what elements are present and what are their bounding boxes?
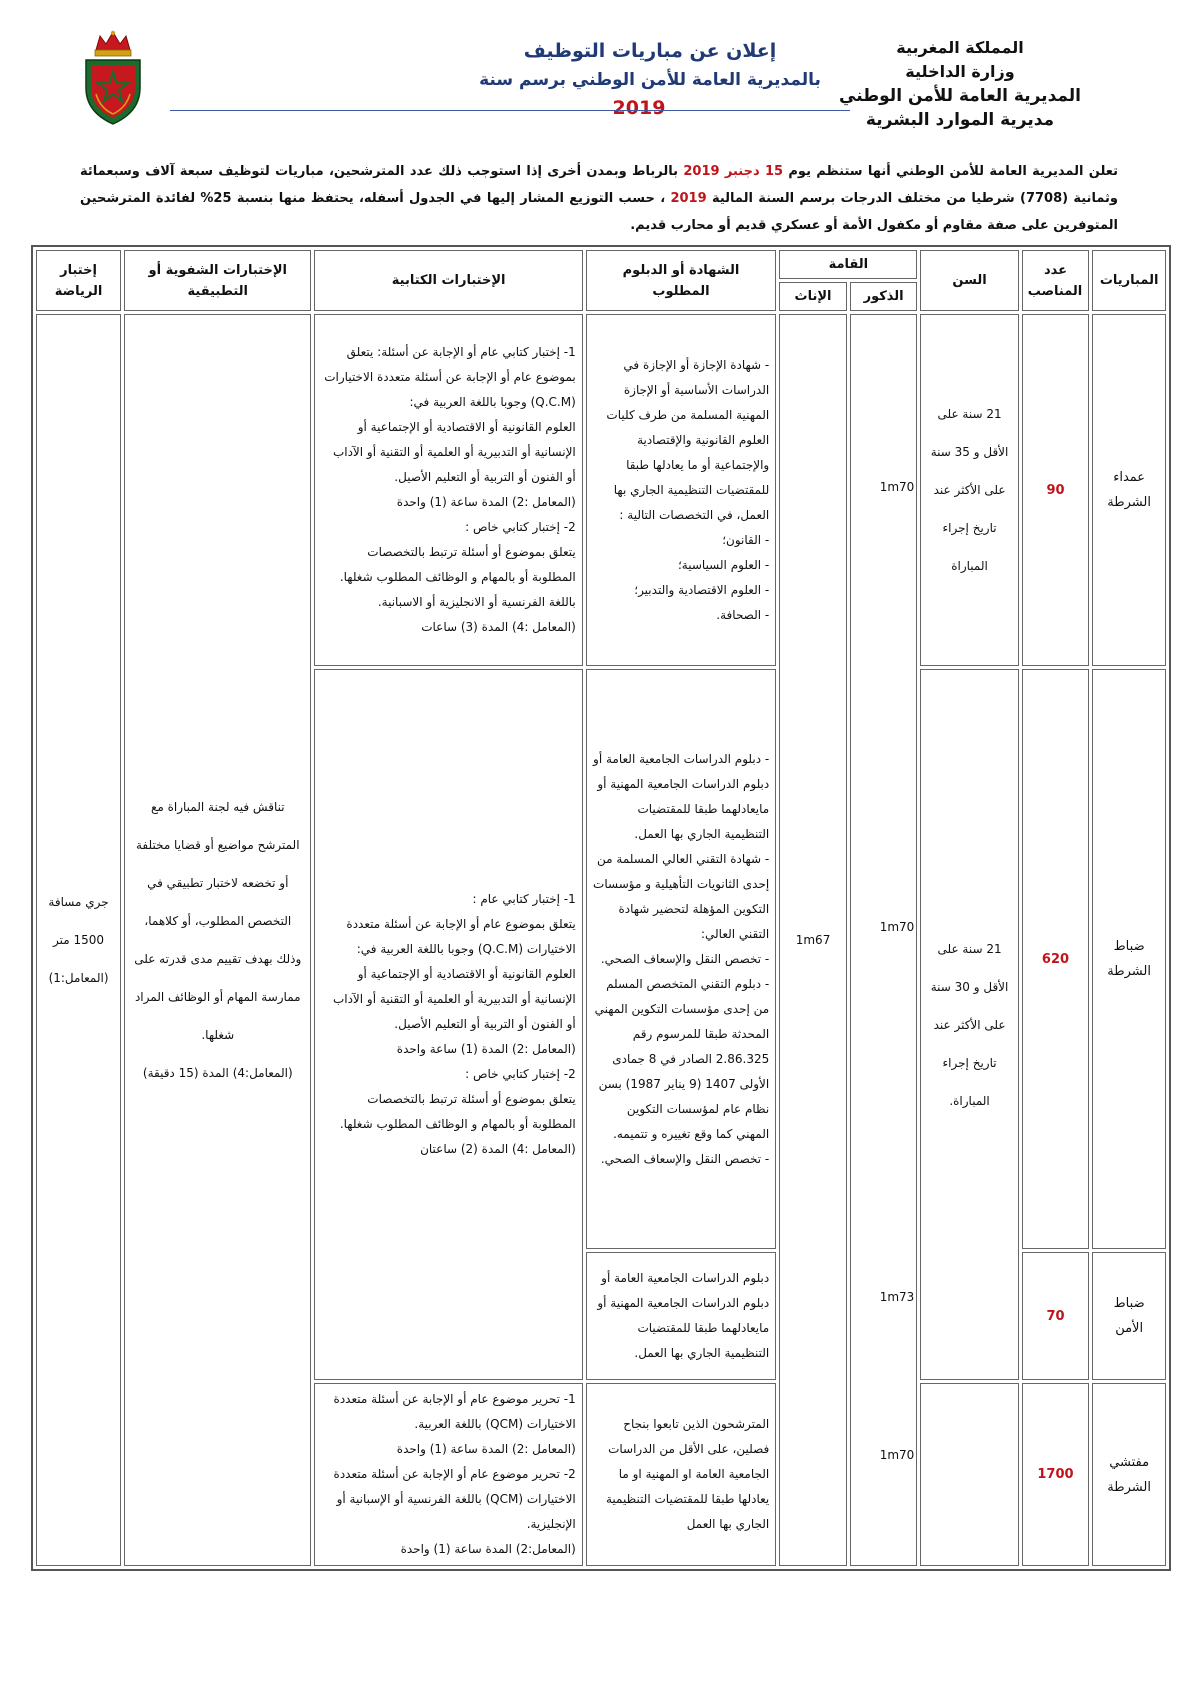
diploma-line: المترشحون الذين تابعوا بنجاح فصلين، على الأقل من الدراسات الجامعية العامة او المهنية او ما يعادلها طبقا للمقتضيات التنظيمية الجاري بها العمل xyxy=(605,1417,770,1531)
cell-competition: مفتشي الشرطة xyxy=(1092,1383,1166,1566)
written-line: العلوم القانونية أو الاقتصادية أو الإجتماعية أو الإنسانية أو التدبيرية أو العلمية أو التقنية أو الآداب أو الفنون أو التربية أو التعليم الأصيل. xyxy=(332,420,576,484)
male-height-row-2: 1m70 xyxy=(879,920,915,934)
diploma-line: - القانون؛ xyxy=(722,532,770,547)
cell-positions: 620 xyxy=(1022,669,1090,1249)
intro-part-2: بالرباط وبمدن أخرى إذا استوجب ذلك عدد المترشحين، مباريات لتوظيف سبعة آلاف وسبعمائة وثمانية (7708) شرطيا من مختلف الدرجات برسم السنة المالية xyxy=(80,164,1118,206)
cell-sport xyxy=(36,314,121,1566)
cell-positions: 90 xyxy=(1022,314,1090,666)
oral-description: تناقش فيه لجنة المباراة مع المترشح مواضيع أو قضايا مختلفة أو تخضعه لاختبار تطبيقي في التخصص المطلوب، أو كلاهما، وذلك بهدف تقييم مدى قدرته على ممارسة المهام أو الوظائف المراد شغلها. xyxy=(134,800,302,1042)
intro-year: 2019 xyxy=(670,191,707,206)
written-line: يتعلق بموضوع عام أو الإجابة عن أسئلة متعددة الاختيارات (Q.C.M) وجوبا باللغة العربية في: xyxy=(346,917,576,956)
written-line: (المعامل :2) المدة (1) ساعة واحدة xyxy=(396,1042,576,1056)
intro-part-3: ، حسب التوزيع المشار إليها في الجدول أسفله، يحتفظ منها بنسبة 25% لفائدة المترشحين المتوفرين على صفة مقاوم أو مكفول الأمة أو عسكري قديم أو محارب قديم. xyxy=(80,191,1118,233)
diploma-line: - شهادة التقني العالي المسلمة من إحدى الثانويات التأهيلية و مؤسسات التكوين المؤهلة لتحضير شهادة التقني العالي: xyxy=(593,851,770,941)
written-line: (المعامل :2) المدة ساعة (1) واحدة xyxy=(396,495,576,509)
written-line: 2- إختبار كتابي خاص : xyxy=(465,520,576,534)
header-sport: إختبار الرياضة xyxy=(36,250,121,311)
written-line: (المعامل :2) المدة ساعة (1) واحدة xyxy=(396,1442,576,1456)
org-line-ministry: وزارة الداخلية xyxy=(905,62,1015,81)
header-age: السن xyxy=(920,250,1018,311)
diploma-line: - الصحافة. xyxy=(716,607,770,622)
cell-competition: ضباط الأمن xyxy=(1092,1252,1166,1380)
male-height-row-1: 1m70 xyxy=(879,480,915,494)
police-emblem-icon xyxy=(82,28,144,126)
cell-written xyxy=(314,1383,582,1566)
cell-written xyxy=(314,314,582,666)
cell-age: 21 سنة على الأقل و 30 سنة على الأكثر عند تاريخ إجراء المباراة. xyxy=(920,669,1018,1380)
cell-diploma xyxy=(586,1252,776,1380)
cell-competition: عمداء الشرطة xyxy=(1092,314,1166,666)
written-line: (المعامل:2) المدة ساعة (1) واحدة xyxy=(400,1542,576,1556)
diploma-line: - دبلوم التقني المتخصص المسلم من إحدى مؤسسات التكوين المهني المحدثة طبقا للمرسوم رقم 2.86.325 الصادر في 8 جمادى الأولى 1407 (9 يناير 1987) بسن نظام عام لمؤسسات التكوين المهني كما وقع تغييره و تتميمه. xyxy=(594,976,770,1141)
cell-height-male-col xyxy=(850,314,918,1566)
cell-positions: 70 xyxy=(1022,1252,1090,1380)
title-underline xyxy=(170,110,850,111)
oral-coefficient: (المعامل:4) المدة (15 دقيقة) xyxy=(142,1066,293,1080)
title-line-2-text: بالمديرية العامة للأمن الوطني برسم سنة xyxy=(479,70,821,90)
diploma-line: دبلوم الدراسات الجامعية العامة أو دبلوم الدراسات الجامعية المهنية أو مايعادلهما طبقا للمقتضيات التنظيمية الجاري بها العمل. xyxy=(597,1271,770,1360)
cell-written xyxy=(314,669,582,1380)
diploma-line: - تخصص النقل والإسعاف الصحي. xyxy=(600,951,770,966)
cell-positions: 1700 xyxy=(1022,1383,1090,1566)
intro-paragraph xyxy=(80,158,1118,239)
written-line: 1- إختبار كتابي عام : xyxy=(472,892,576,906)
diploma-line: - العلوم الاقتصادية والتدبير؛ xyxy=(634,582,770,597)
diploma-line: - تخصص النقل والإسعاف الصحي. xyxy=(600,1151,770,1166)
written-line: (المعامل :4) المدة (2) ساعتان xyxy=(420,1142,576,1156)
header-oral: الإختبارات الشفوية أو التطبيقية xyxy=(124,250,311,311)
diploma-line: - شهادة الإجازة أو الإجازة في الدراسات الأساسية أو الإجازة المهنية المسلمة من طرف كليات العلوم القانونية والإقتصادية والإجتماعية أو ما يعادلها طبقا للمقتضيات التنظيمية الجاري بها العمل، في التخصصات التالية : xyxy=(606,357,770,522)
written-line: 2- تحرير موضوع عام أو الإجابة عن أسئلة متعددة الاختيارات (QCM) باللغة الفرنسية أو الإسبانية أو الإنجليزية. xyxy=(333,1467,576,1531)
cell-competition: ضباط الشرطة xyxy=(1092,669,1166,1249)
competitions-table-wrapper xyxy=(31,245,1171,1571)
cell-diploma xyxy=(586,314,776,666)
intro-date: 15 دجنبر 2019 xyxy=(683,164,784,179)
table-row-commissioners xyxy=(36,314,1166,666)
header-male: الذكور xyxy=(850,282,918,311)
header-competition: المباريات xyxy=(1092,250,1166,311)
cell-height-female: 1m67 xyxy=(779,314,847,1566)
written-line: العلوم القانونية أو الاقتصادية أو الإجتماعية أو الإنسانية أو التدبيرية أو العلمية أو التقنية أو الآداب أو الفنون أو التربية أو التعليم الأصيل. xyxy=(332,967,576,1031)
title-line-2 xyxy=(460,66,840,123)
written-line: يتعلق بموضوع أو أسئلة ترتبط بالتخصصات المطلوبة أو بالمهام و الوظائف المطلوب شغلها. باللغة الفرنسية أو الانجليزية أو الاسبانية. xyxy=(339,545,576,609)
male-height-row-4: 1m70 xyxy=(879,1448,915,1462)
intro-part-1: تعلن المديرية العامة للأمن الوطني أنها ستنظم يوم xyxy=(788,164,1118,179)
header-female: الإناث xyxy=(779,282,847,311)
cell-diploma xyxy=(586,1383,776,1566)
table-header-row xyxy=(36,250,1166,279)
written-line: 1- تحرير موضوع عام أو الإجابة عن أسئلة متعددة الاختيارات (QCM) باللغة العربية. xyxy=(333,1392,576,1431)
header-written: الإختبارات الكتابية xyxy=(314,250,582,311)
cell-age-empty xyxy=(920,1383,1018,1566)
sport-coefficient: (المعامل:1) xyxy=(48,971,109,985)
organization-block xyxy=(830,36,1090,132)
diploma-line: - دبلوم الدراسات الجامعية العامة أو دبلوم الدراسات الجامعية المهنية أو مايعادلهما طبقا للمقتضيات التنظيمية الجاري بها العمل. xyxy=(593,751,770,841)
header-diploma: الشهادة أو الدبلوم المطلوب xyxy=(586,250,776,311)
title-line-1: إعلان عن مباريات التوظيف xyxy=(523,40,777,62)
written-line: 1- إختبار كتابي عام أو الإجابة عن أسئلة: يتعلق بموضوع عام أو الإجابة عن أسئلة متعددة الاختيارات (Q.C.M) وجوبا باللغة العربية في: xyxy=(324,345,576,409)
written-line: يتعلق بموضوع أو أسئلة ترتبط بالتخصصات المطلوبة أو بالمهام و الوظائف المطلوب شغلها. xyxy=(339,1092,576,1131)
header-positions: عدد المناصب xyxy=(1022,250,1090,311)
written-line: 2- إختبار كتابي خاص : xyxy=(465,1067,576,1081)
male-height-row-3: 1m73 xyxy=(879,1290,915,1304)
cell-oral xyxy=(124,314,311,1566)
sport-description: جري مسافة 1500 متر xyxy=(48,895,109,947)
cell-diploma xyxy=(586,669,776,1249)
title-year: 2019 xyxy=(612,97,666,119)
diploma-line: - العلوم السياسية؛ xyxy=(677,557,770,572)
competitions-table xyxy=(31,245,1171,1571)
org-line-hr: مديرية الموارد البشرية xyxy=(865,110,1055,130)
cell-age: 21 سنة على الأقل و 35 سنة على الأكثر عند تاريخ إجراء المباراة xyxy=(920,314,1018,666)
header-height: القامة xyxy=(779,250,917,279)
written-line: (المعامل :4) المدة (3) ساعات xyxy=(421,620,576,634)
org-line-directorate: المديرية العامة للأمن الوطني xyxy=(839,86,1081,106)
org-line-kingdom: المملكة المغربية xyxy=(896,38,1024,57)
